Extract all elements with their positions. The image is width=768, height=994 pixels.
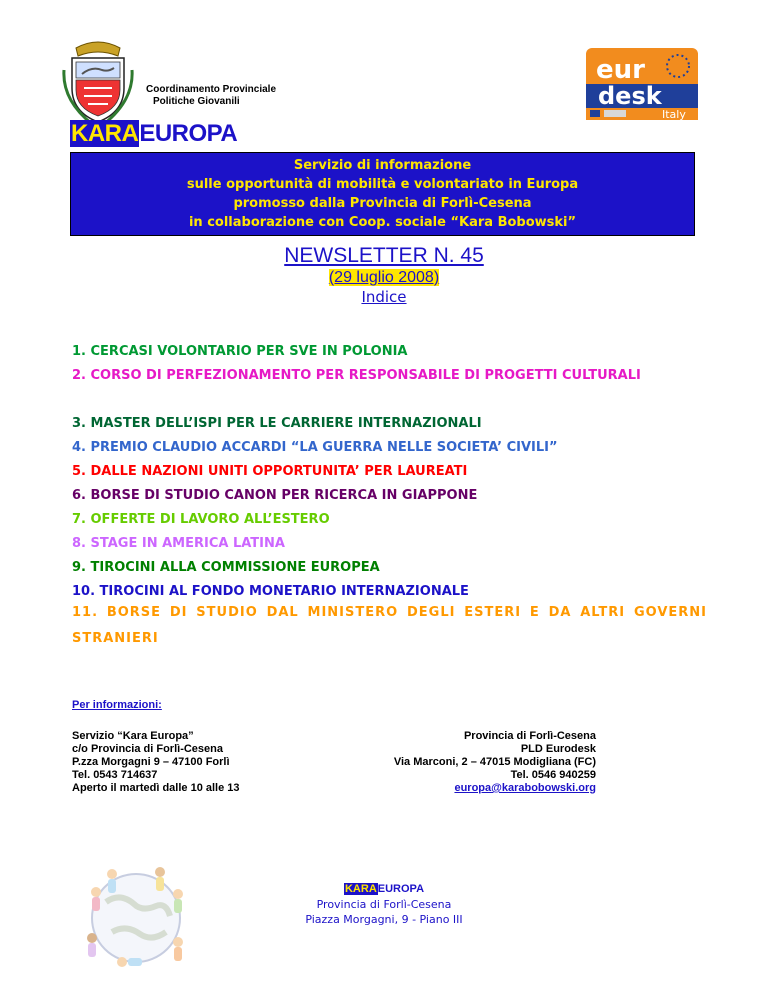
info-right-line: Tel. 0546 940259 — [510, 769, 596, 781]
info-left-line: Aperto il martedì dalle 10 alle 13 — [72, 782, 240, 794]
service-banner — [70, 152, 695, 236]
footer-line: Provincia di Forlì-Cesena — [316, 898, 452, 911]
index-item[interactable]: 10. TIROCINI AL FONDO MONETARIO INTERNAZIONALE — [72, 584, 469, 599]
banner-line: Servizio di informazione — [293, 158, 472, 173]
footer-brand-kara: KARA — [344, 883, 377, 895]
index-item[interactable]: 8. STAGE IN AMERICA LATINA — [72, 536, 285, 551]
footer-brand-europa: EUROPA — [377, 883, 425, 895]
info-left-line: c/o Provincia di Forlì-Cesena — [72, 743, 223, 755]
info-left-line: Servizio “Kara Europa” — [72, 730, 194, 742]
index-item[interactable]: 1. CERCASI VOLONTARIO PER SVE IN POLONIA — [72, 344, 408, 359]
index-item[interactable]: 6. BORSE DI STUDIO CANON PER RICERCA IN GIAPPONE — [72, 488, 478, 503]
index-item[interactable]: 11. BORSE DI STUDIO DAL MINISTERO DEGLI ESTERI E DA ALTRI GOVERNI STRANIERI — [72, 605, 707, 646]
eurodesk-logo-eur: eur — [596, 55, 645, 85]
info-right-line: PLD Eurodesk — [520, 743, 596, 755]
footer-brand — [0, 882, 768, 897]
provincia-crest-logo — [62, 40, 134, 126]
eurodesk-logo-country: Italy — [662, 108, 686, 120]
banner-line: sulle opportunità di mobilità e volontariato in Europa — [186, 177, 579, 192]
newsletter-title — [0, 243, 768, 269]
coordination-line-2: Politiche Giovanili — [153, 96, 240, 107]
index-item[interactable]: 9. TIROCINI ALLA COMMISSIONE EUROPEA — [72, 560, 380, 575]
info-left-line: Tel. 0543 714637 — [72, 769, 158, 781]
email-link[interactable]: europa@karabobowski.org — [454, 782, 596, 794]
info-contact-right — [394, 730, 596, 795]
brand-kara: KARA — [71, 120, 139, 147]
newsletter-date-text: (29 luglio 2008) — [328, 269, 440, 286]
index-item[interactable]: 7. OFFERTE DI LAVORO ALL’ESTERO — [72, 512, 330, 527]
brand-europa: EUROPA — [139, 120, 238, 147]
footer-line: Piazza Morgagni, 9 - Piano III — [305, 913, 463, 926]
index-item[interactable]: 4. PREMIO CLAUDIO ACCARDI “LA GUERRA NELLE SOCIETA’ CIVILI” — [72, 440, 558, 455]
banner-line: promosso dalla Provincia di Forlì-Cesena — [233, 196, 532, 211]
footer — [0, 882, 768, 927]
banner-line: in collaborazione con Coop. sociale “Kara Bobowski” — [188, 215, 577, 230]
newsletter-title-text: NEWSLETTER N. 45 — [284, 244, 484, 267]
info-right-line: Provincia di Forlì-Cesena — [463, 730, 596, 742]
info-right-line: Via Marconi, 2 – 47015 Modigliana (FC) — [393, 756, 596, 768]
info-heading: Per informazioni: — [72, 699, 162, 711]
coordination-line-1: Coordinamento Provinciale — [146, 84, 277, 95]
index-item[interactable]: 2. CORSO DI PERFEZIONAMENTO PER RESPONSABILE DI PROGETTI CULTURALI — [72, 368, 641, 383]
kara-europa-brand — [70, 120, 237, 148]
info-contact-left — [72, 730, 240, 795]
info-left-line: P.zza Morgagni 9 – 47100 Forlì — [72, 756, 230, 768]
index-item[interactable]: 5. DALLE NAZIONI UNITI OPPORTUNITA’ PER LAUREATI — [72, 464, 468, 479]
index-item[interactable]: 3. MASTER DELL’ISPI PER LE CARRIERE INTERNAZIONALI — [72, 416, 482, 431]
newsletter-date — [0, 268, 768, 287]
coordination-label — [146, 84, 276, 108]
eurodesk-italy-logo — [586, 48, 698, 120]
eurodesk-logo-desk: desk — [598, 82, 662, 110]
index-link[interactable]: Indice — [361, 288, 407, 306]
